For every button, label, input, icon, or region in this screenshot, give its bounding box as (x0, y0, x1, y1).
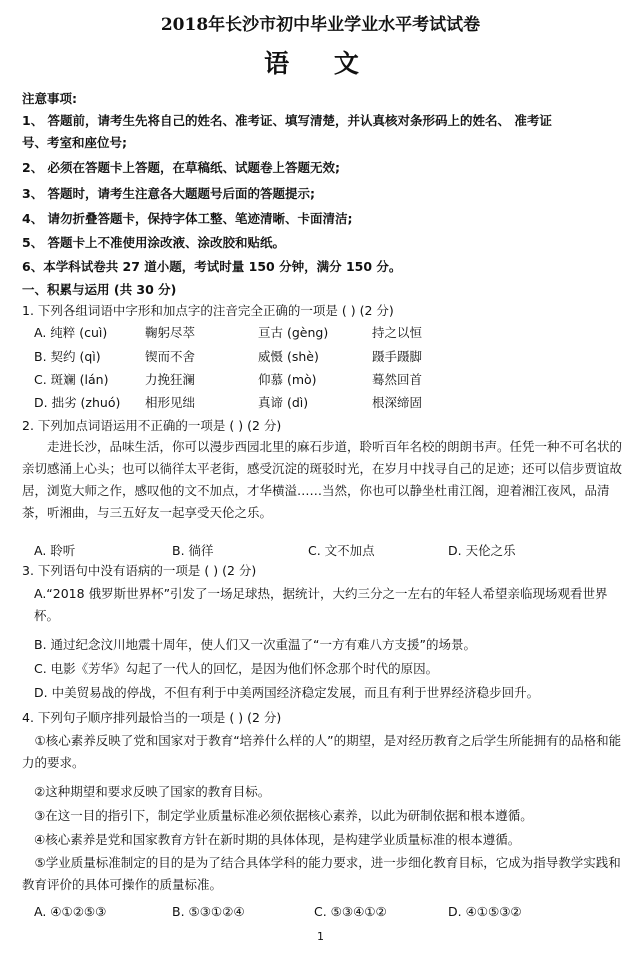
q2-option: D. 天伦之乐 (448, 543, 516, 558)
q4-sentence: ④核心素养是党和国家教育方针在新时期的具体体现，是构建学业质量标准的根本遵循。 (34, 832, 521, 847)
q1-cell: 根深缔固 (372, 395, 423, 410)
page-number: 1 (317, 930, 324, 943)
q2-option: C. 文不加点 (308, 543, 375, 558)
subject-title: 语 文 (264, 49, 377, 78)
q1-cell: 蓦然回首 (372, 372, 423, 387)
notice-item: 1、 答题前，请考生先将自己的姓名、准考证、填写清楚，并认真核对条形码上的姓名、 准考证 (22, 113, 552, 128)
q4-sentence: ②这种期望和要求反映了国家的教育目标。 (34, 784, 271, 799)
q3-option: C. 电影《芳华》勾起了一代人的回忆，是因为他们怀念那个时代的原因。 (34, 661, 439, 676)
q4-sentence: ⑤学业质量标准制定的目的是为了结合具体学科的能力要求，进一步细化教育目标，它成为指导教学实践和教育评价的具体可操作的质量标准。 (22, 855, 621, 892)
section-heading: 一、积累与运用 (共 30 分) (22, 282, 177, 297)
q2-passage: 走进长沙，品味生活，你可以漫步西园北里的麻石步道，聆听百年名校的朗朗书声。任凭一种不可名状的亲切感涌上心头；也可以徜徉太平老街，感受沉淀的斑驳时光，在岁月中找寻自己的足迹；还可以信步贾谊故居，浏览大师之作，感叹他的文不加点，才华横溢……当然，你也可以静坐杜甫江阁，迎着湘江夜风，品清茶，听湘曲，与三五好友一起享受天伦之乐。 (22, 439, 623, 520)
q2-option: B. 徜徉 (172, 543, 214, 558)
q1-cell: 持之以恒 (372, 325, 423, 340)
notice-item: 6、本学科试卷共 27 道小题，考试时量 150 分钟，满分 150 分。 (22, 259, 402, 274)
q4-option: D. ④①⑤③② (448, 904, 522, 919)
q3-stem: 3. 下列语句中没有语病的一项是 ( ) (2 分) (22, 563, 257, 578)
q1-cell: C. 斑斓 (lán) (34, 372, 109, 387)
q4-option: B. ⑤③①②④ (172, 904, 245, 919)
notice-item: 号、考室和座位号; (22, 135, 127, 150)
q1-stem: 1. 下列各组词语中字形和加点字的注音完全正确的一项是 ( ) (2 分) (22, 303, 394, 318)
q1-cell: 亘古 (gèng) (258, 325, 329, 340)
notice-item: 5、 答题卡上不准使用涂改液、涂改胶和贴纸。 (22, 235, 286, 250)
notice-item: 2、 必须在答题卡上答题，在草稿纸、试题卷上答题无效; (22, 160, 341, 175)
q4-sentence: ③在这一目的指引下，制定学业质量标准必须依据核心素养，以此为研制依据和根本遵循。 (34, 808, 533, 823)
q1-cell: 威慑 (shè) (258, 349, 319, 364)
q4-option: C. ⑤③④①② (314, 904, 387, 919)
q1-cell: A. 纯粹 (cuì) (34, 325, 108, 340)
q1-cell: 锲而不舍 (145, 349, 196, 364)
q2-stem: 2. 下列加点词语运用不正确的一项是 ( ) (2 分) (22, 418, 282, 433)
q1-cell: 仰慕 (mò) (258, 372, 317, 387)
q1-cell: 真谛 (dì) (258, 395, 309, 410)
q4-sentence: ①核心素养反映了党和国家对于教育“培养什么样的人”的期望，是对经历教育之后学生所能拥有的品格和能力的要求。 (22, 733, 622, 770)
q2-option: A. 聆听 (34, 543, 76, 558)
q3-option: A.“2018 俄罗斯世界杯”引发了一场足球热，据统计，大约三分之一左右的年轻人希望亲临现场观看世界杯。 (34, 586, 608, 623)
q4-option: A. ④①②⑤③ (34, 904, 107, 919)
q3-option: D. 中美贸易战的停战，不但有利于中美两国经济稳定发展，而且有利于世界经济稳步回升。 (34, 685, 540, 700)
q4-stem: 4. 下列句子顺序排列最恰当的一项是 ( ) (2 分) (22, 710, 282, 725)
q1-cell: 相形见绌 (145, 395, 196, 410)
q1-cell: 力挽狂澜 (145, 372, 196, 387)
q1-cell: 鞠躬尽萃 (145, 325, 196, 340)
exam-title: 2018年长沙市初中毕业学业水平考试试卷 (160, 15, 481, 35)
notice-item: 3、 答题时，请考生注意各大题题号后面的答题提示; (22, 186, 316, 201)
notice-heading: 注意事项: (22, 91, 77, 106)
q1-cell: B. 契约 (qì) (34, 349, 101, 364)
q1-cell: 蹑手蹑脚 (372, 349, 423, 364)
q1-cell: D. 拙劣 (zhuó) (34, 395, 121, 410)
q3-option: B. 通过纪念汶川地震十周年，使人们又一次重温了“一方有难八方支援”的场景。 (34, 637, 476, 652)
notice-item: 4、 请勿折叠答题卡，保持字体工整、笔迹清晰、卡面清洁; (22, 211, 353, 226)
